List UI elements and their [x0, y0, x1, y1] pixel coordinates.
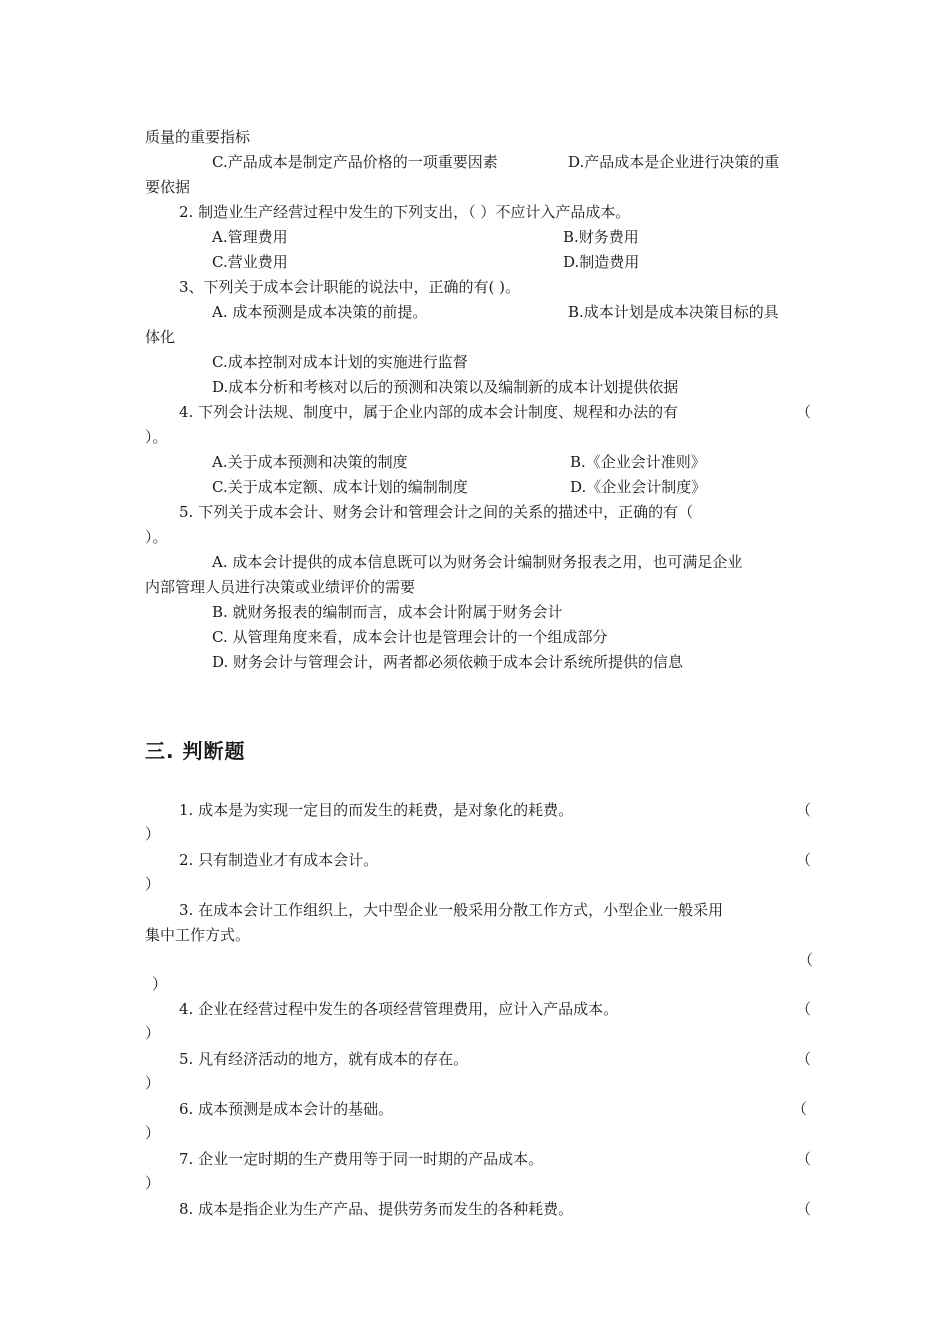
q1-option-c: C.产品成本是制定产品价格的一项重要因素 — [212, 153, 498, 171]
q4-stem: 4. 下列会计法规、制度中，属于企业内部的成本会计制度、规程和办法的有 — [179, 403, 679, 421]
q1-continuation: 质量的重要指标 — [145, 128, 251, 146]
tf-q1-open-paren: （ — [796, 801, 812, 819]
tf-q1: 1. 成本是为实现一定目的而发生的耗费，是对象化的耗费。 — [179, 801, 574, 819]
q1-option-d-continuation: 要依据 — [145, 178, 191, 196]
tf-q6-open-paren: （ — [792, 1100, 808, 1118]
tf-q8: 8. 成本是指企业为生产产品、提供劳务而发生的各种耗费。 — [179, 1200, 574, 1218]
q2-option-c: C.营业费用 — [212, 253, 288, 271]
q3-stem: 3、下列关于成本会计职能的说法中，正确的有( )。 — [179, 278, 521, 296]
tf-q1-close-paren: ） — [145, 825, 161, 843]
tf-q2: 2. 只有制造业才有成本会计。 — [179, 851, 379, 869]
section-title: 三. 判断题 — [145, 739, 246, 763]
q4-answer-paren: （ — [796, 403, 812, 421]
tf-q4: 4. 企业在经营过程中发生的各项经营管理费用，应计入产品成本。 — [179, 1000, 619, 1018]
q4-option-c: C.关于成本定额、成本计划的编制制度 — [212, 478, 468, 496]
q3-option-d: D.成本分析和考核对以后的预测和决策以及编制新的成本计划提供依据 — [212, 378, 679, 396]
tf-q3-open-paren: （ — [798, 951, 814, 969]
tf-q3-continuation: 集中工作方式。 — [145, 926, 251, 944]
tf-q3-close-paren: ） — [152, 975, 168, 993]
q5-option-c: C. 从管理角度来看，成本会计也是管理会计的一个组成部分 — [212, 628, 608, 646]
q4-option-b: B.《企业会计准则》 — [570, 453, 706, 471]
tf-q6: 6. 成本预测是成本会计的基础。 — [179, 1100, 394, 1118]
tf-q4-open-paren: （ — [796, 1000, 812, 1018]
q5-option-d: D. 财务会计与管理会计，两者都必须依赖于成本会计系统所提供的信息 — [212, 653, 684, 671]
q4-stem-continuation: ）。 — [145, 428, 168, 446]
tf-q2-close-paren: ） — [145, 875, 161, 893]
q5-option-a: A. 成本会计提供的成本信息既可以为财务会计编制财务报表之用，也可满足企业 — [212, 553, 743, 571]
q2-stem: 2. 制造业生产经营过程中发生的下列支出，（ ）不应计入产品成本。 — [179, 203, 631, 221]
tf-q7-close-paren: ） — [145, 1174, 161, 1192]
tf-q2-open-paren: （ — [796, 851, 812, 869]
tf-q6-close-paren: ） — [145, 1124, 161, 1142]
q5-option-b: B. 就财务报表的编制而言，成本会计附属于财务会计 — [212, 603, 563, 621]
q3-option-b-continuation: 体化 — [145, 328, 176, 346]
q5-option-a-continuation: 内部管理人员进行决策或业绩评价的需要 — [145, 578, 416, 596]
q2-option-a: A.管理费用 — [212, 228, 288, 246]
q3-option-c: C.成本控制对成本计划的实施进行监督 — [212, 353, 468, 371]
q2-option-d: D.制造费用 — [563, 253, 640, 271]
tf-q7-open-paren: （ — [796, 1150, 812, 1168]
q5-stem-continuation: ）。 — [145, 528, 168, 546]
q1-option-d: D.产品成本是企业进行决策的重 — [568, 153, 780, 171]
tf-q4-close-paren: ） — [145, 1024, 161, 1042]
q3-option-b: B.成本计划是成本决策目标的具 — [568, 303, 779, 321]
q4-option-a: A.关于成本预测和决策的制度 — [212, 453, 408, 471]
tf-q7: 7. 企业一定时期的生产费用等于同一时期的产品成本。 — [179, 1150, 544, 1168]
q4-option-d: D.《企业会计制度》 — [570, 478, 707, 496]
q2-option-b: B.财务费用 — [563, 228, 639, 246]
tf-q8-open-paren: （ — [796, 1200, 812, 1218]
q5-stem: 5. 下列关于成本会计、财务会计和管理会计之间的关系的描述中，正确的有（ — [179, 503, 694, 521]
tf-q5-close-paren: ） — [145, 1074, 161, 1092]
tf-q3: 3. 在成本会计工作组织上，大中型企业一般采用分散工作方式，小型企业一般采用 — [179, 901, 724, 919]
q3-option-a: A. 成本预测是成本决策的前提。 — [212, 303, 428, 321]
tf-q5: 5. 凡有经济活动的地方，就有成本的存在。 — [179, 1050, 469, 1068]
tf-q5-open-paren: （ — [796, 1050, 812, 1068]
